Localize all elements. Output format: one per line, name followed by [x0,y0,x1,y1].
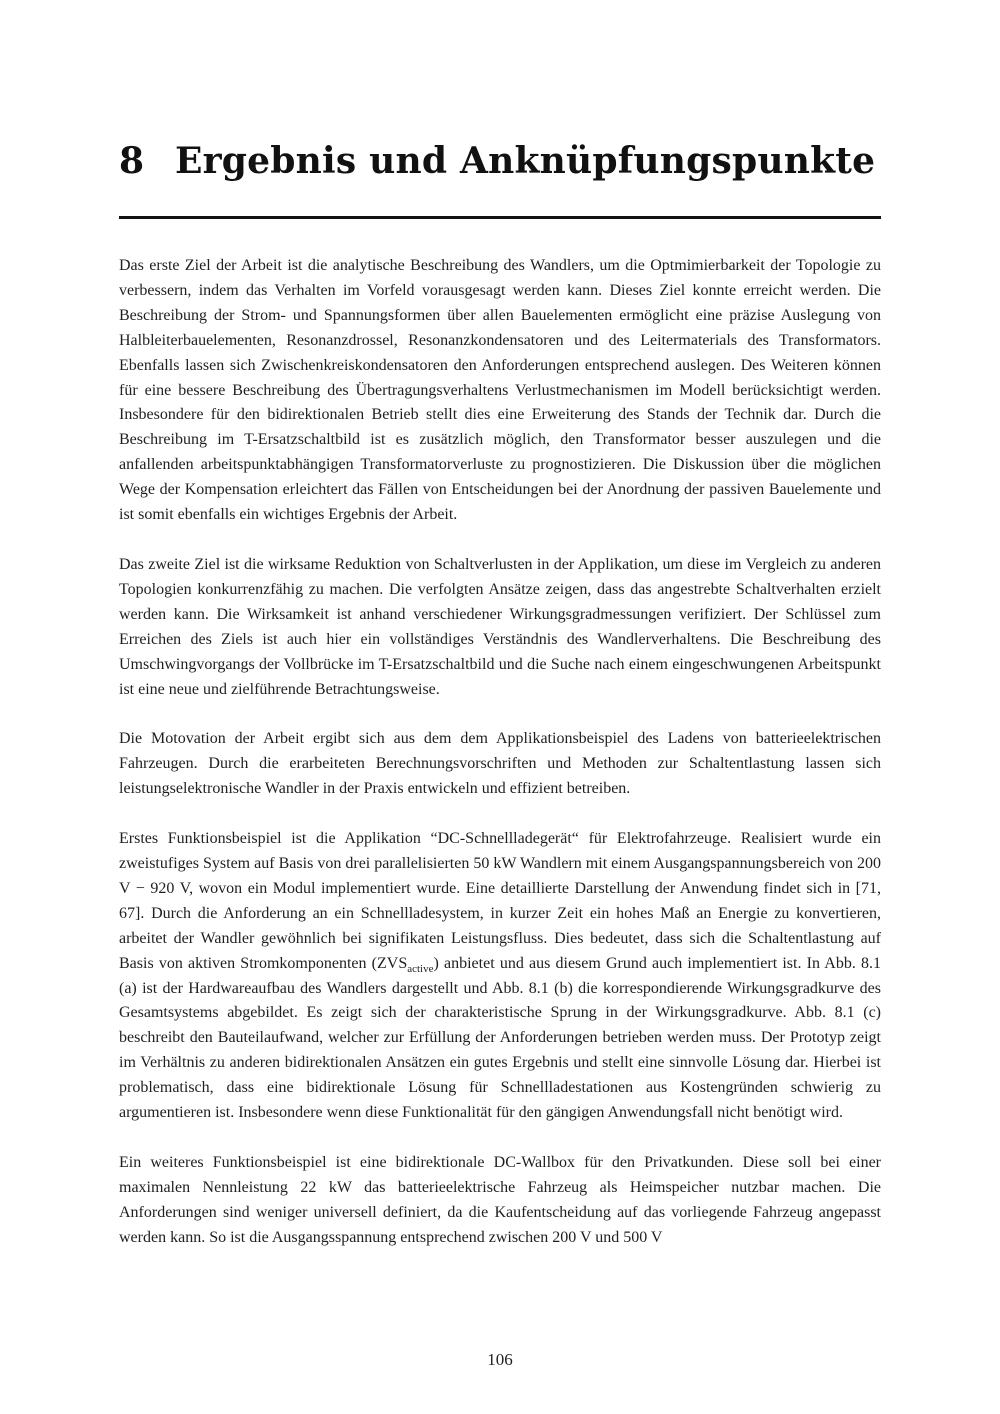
chapter-number: 8 [119,140,145,182]
paragraph-2: Das zweite Ziel ist die wirksame Reduktion von Schaltverlusten in der Applikation, um diese im Vergleich zu anderen Topologien konkurrenzfähig zu machen. Die verfolgten Ansätze zeigen, dass das angestrebte Schaltverhalten erzielt werden kann. Die Wirksamkeit ist anhand verschiedener Wirkungsgradmessungen verifiziert. Der Schlüssel zum Erreichen des Ziels ist auch hier ein vollständiges Verständnis des Wandlerverhaltens. Die Beschreibung des Umschwingvorgangs der Vollbrücke im T-Ersatzschaltbild und die Suche nach einem eingeschwungenen Arbeitspunkt ist eine neue und zielführende Betrachtungsweise. [119,555,881,698]
paragraph-4-text-b: ) anbietet und aus diesem Grund auch implementiert ist. In Abb. 8.1 (a) ist der Hardwareaufbau des Wandlers dargestellt und Abb. 8.1 (b) die korrespondierende Wirkungsgradkurve des Gesamtsystems abgebildet. Es zeigt sich der charakteristische Sprung in der Wirkungsgradkurve. Abb. 8.1 (c) beschreibt den Bauteilaufwand, welcher zur Erfüllung der Anforderungen betrieben werden muss. Der Prototyp zeigt im Verhältnis zu anderen bidirektionalen Ansätzen ein gutes Ergebnis und stellt eine sinnvolle Lösung dar. Hierbei ist problematisch, dass eine bidirektionale Lösung für Schnellladestationen aus Kostengründen schwierig zu argumentieren ist. Insbesondere wenn diese Funktionalität für den gängigen Anwendungsfall nicht benötigt wird. [119,954,881,1122]
chapter-title: Ergebnis und Anknüpfungspunkte [175,140,876,182]
page-number: 106 [487,1350,513,1369]
paragraph-4 [119,827,881,1126]
chapter-heading [119,133,889,189]
paragraph-5: Ein weiteres Funktionsbeispiel ist eine bidirektionale DC-Wallbox für den Privatkunden. Diese soll bei einer maximalen Nennleistung 22 kW das batterieelektrische Fahrzeug als Heimspeicher nutzbar machen. Die Anforderungen sind weniger universell definiert, da die Kaufentscheidung auf das vorliegende Fahrzeug angepasst werden kann. So ist die Ausgangsspannung entsprechend zwischen 200 V und 500 V [119,1154,881,1246]
paragraph-3: Die Motovation der Arbeit ergibt sich aus dem dem Applikationsbeispiel des Ladens von batterieelektrischen Fahrzeugen. Durch die erarbeiteten Berechnungsvorschriften und Methoden zur Schaltentlastung lassen sich leistungselektronische Wandler in der Praxis entwickeln und effizient betreiben. [119,730,881,798]
paragraph-4-text-a: Erstes Funktionsbeispiel ist die Applikation “DC-Schnellladegerät“ für Elektrofahrzeuge. Realisiert wurde ein zweistufiges System auf Basis von drei parallelisierten 50 kW Wandlern mit einem Ausgangspannungsbereich von 200 V − 920 V, wovon ein Modul implementiert wurde. Eine detaillierte Darstellung der Anwendung findet sich in [71, 67]. Durch die Anforderung an ein Schnellladesystem, in kurzer Zeit ein hohes Maß an Energie zu konvertieren, arbeitet der Wandler gewöhnlich bei signifikaten Leistungsfluss. Dies bedeutet, dass sich die Schaltentlastung auf Basis von aktiven Stromkomponenten (ZVS [119,830,881,972]
body-text [119,254,881,1251]
paragraph-1: Das erste Ziel der Arbeit ist die analytische Beschreibung des Wandlers, um die Optmimierbarkeit der Topologie zu verbessern, indem das Verhalten im Vorfeld vorausgesagt werden kann. Dieses Ziel konnte erreicht werden. Die Beschreibung der Strom- und Spannungsformen über allen Bauelementen ermöglicht eine präzise Auslegung von Halbleiterbauelementen, Resonanzdrossel, Resonanzkondensatoren und des Leitermaterials des Transformators. Ebenfalls lassen sich Zwischenkreiskondensatoren den Anforderungen entsprechend auslegen. Des Weiteren können für eine bessere Beschreibung des Übertragungsverhaltens Verlustmechanismen im Modell berücksichtigt werden. Insbesondere für den bidirektionalen Betrieb stellt dies eine Erweiterung des Stands der Technik dar. Durch die Beschreibung im T-Ersatzschaltbild ist es zusätzlich möglich, den Transformator besser auszulegen und die anfallenden arbeitspunktabhängigen Transformatorverluste zu prognostizieren. Die Diskussion über die möglichen Wege der Kompensation erleichtert das Fällen von Entscheidungen bei der Anordnung der passiven Bauelemente und ist somit ebenfalls ein wichtiges Ergebnis der Arbeit. [119,257,881,524]
chapter-rule [119,216,881,219]
zvs-subscript: active [407,962,434,975]
